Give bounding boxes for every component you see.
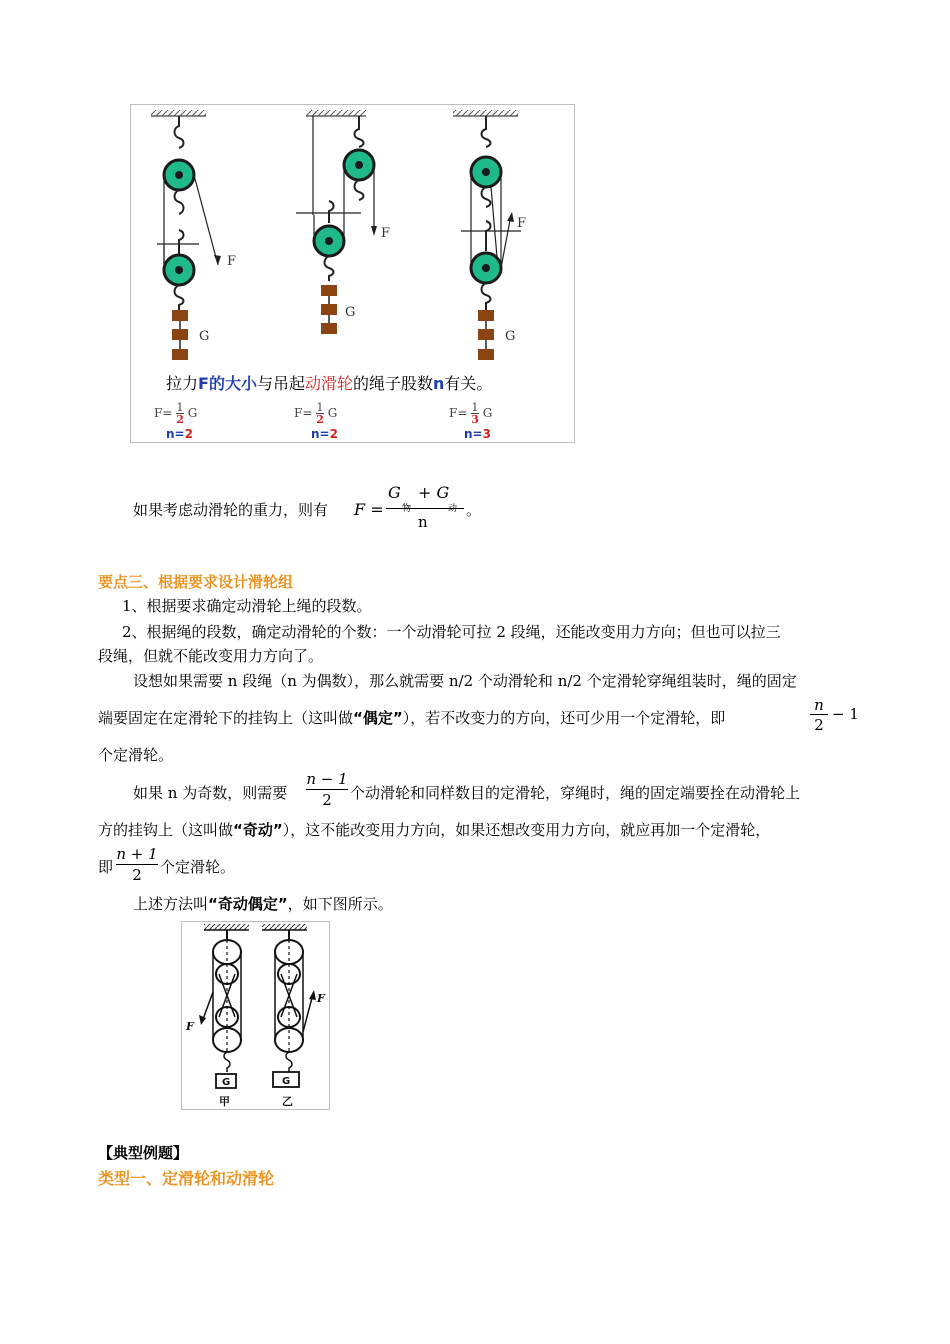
type1-heading: 类型一、定滑轮和动滑轮 xyxy=(98,1169,275,1188)
svg-text:G: G xyxy=(222,1077,231,1088)
section-heading: 要点三、根据要求设计滑轮组 xyxy=(98,573,294,591)
formula-numerator: G 物 + G 动 xyxy=(386,483,464,509)
n-label-1: n=2 xyxy=(166,427,193,441)
svg-text:F: F xyxy=(381,226,391,241)
formula-3: F= $\frac{1}{3}$ G xyxy=(449,401,493,426)
odd-even-pulley-diagram xyxy=(182,922,329,1109)
paragraph-4b: 方的挂钩上（这叫做“奇动”），这不能改变用力方向，如果还想改变用力方向，就应再加一个定滑轮， xyxy=(98,821,771,839)
fraction-n-over-2: n 2 xyxy=(810,696,828,735)
paragraph-3a: 设想如果需要 n 段绳（n 为偶数），那么就需要 n/2 个动滑轮和 n/2 个定滑轮穿绳组装时，绳的固定 xyxy=(133,672,797,690)
pulley-set-yi xyxy=(273,930,326,1108)
minus-one: − 1 xyxy=(832,705,859,723)
pulley-system-1 xyxy=(151,110,236,360)
pulley-comparison-figure xyxy=(130,104,575,443)
formula-intro: 如果考虑动滑轮的重力，则有 xyxy=(133,501,329,519)
pulley-set-jia xyxy=(185,930,241,1108)
formula-lhs: F = xyxy=(354,500,384,519)
formula-denominator: n xyxy=(418,513,428,531)
n-label-3: n=3 xyxy=(464,427,491,441)
formula-1: F= $\frac{1}{2}$ G xyxy=(154,401,198,426)
formula-2: F= $\frac{1}{2}$ G xyxy=(294,401,338,426)
figure-caption: 拉力F的大小与吊起动滑轮的绳子股数n有关。 xyxy=(166,374,493,393)
odd-even-pulley-figure xyxy=(181,921,330,1110)
svg-text:G: G xyxy=(505,329,516,344)
paragraph-4c-pre: 即 xyxy=(98,858,114,876)
fraction-n-minus-1: n − 1 2 xyxy=(306,770,348,809)
paragraph-5: 上述方法叫“奇动偶定”，如下图所示。 xyxy=(133,895,393,913)
paragraph-4c-post: 个定滑轮。 xyxy=(160,858,236,876)
svg-text:G: G xyxy=(282,1076,291,1087)
paragraph-3c: 个定滑轮。 xyxy=(98,746,174,764)
paragraph-1: 1、根据要求确定动滑轮上绳的段数。 xyxy=(122,597,372,615)
svg-text:F: F xyxy=(317,992,325,1005)
pulley-system-3 xyxy=(453,110,526,360)
svg-text:甲: 甲 xyxy=(219,1095,230,1108)
force-label: F xyxy=(227,254,237,269)
svg-text:F: F xyxy=(517,216,527,231)
fraction-n-plus-1: n + 1 2 xyxy=(116,845,158,884)
svg-text:G: G xyxy=(199,329,210,344)
paragraph-2a: 2、根据绳的段数，确定动滑轮的个数：一个动滑轮可拉 2 段绳，还能改变用力方向；但也可以拉三 xyxy=(122,623,781,641)
formula-end: 。 xyxy=(466,501,482,519)
svg-text:F: F xyxy=(186,1020,194,1033)
examples-heading: 【典型例题】 xyxy=(98,1144,189,1162)
svg-text:G: G xyxy=(345,305,356,320)
paragraph-4a-post: 个动滑轮和同样数目的定滑轮，穿绳时，绳的固定端要拴在动滑轮上 xyxy=(350,784,801,802)
paragraph-2b: 段绳，但就不能改变用力方向了。 xyxy=(98,647,324,665)
n-label-2: n=2 xyxy=(311,427,338,441)
paragraph-3b: 端要固定在定滑轮下的挂钩上（这叫做“偶定”），若不改变力的方向，还可少用一个定滑轮，即 xyxy=(98,709,726,727)
pulley-system-2 xyxy=(296,110,390,334)
paragraph-4a-pre: 如果 n 为奇数，则需要 xyxy=(133,784,288,802)
svg-text:乙: 乙 xyxy=(282,1095,293,1108)
